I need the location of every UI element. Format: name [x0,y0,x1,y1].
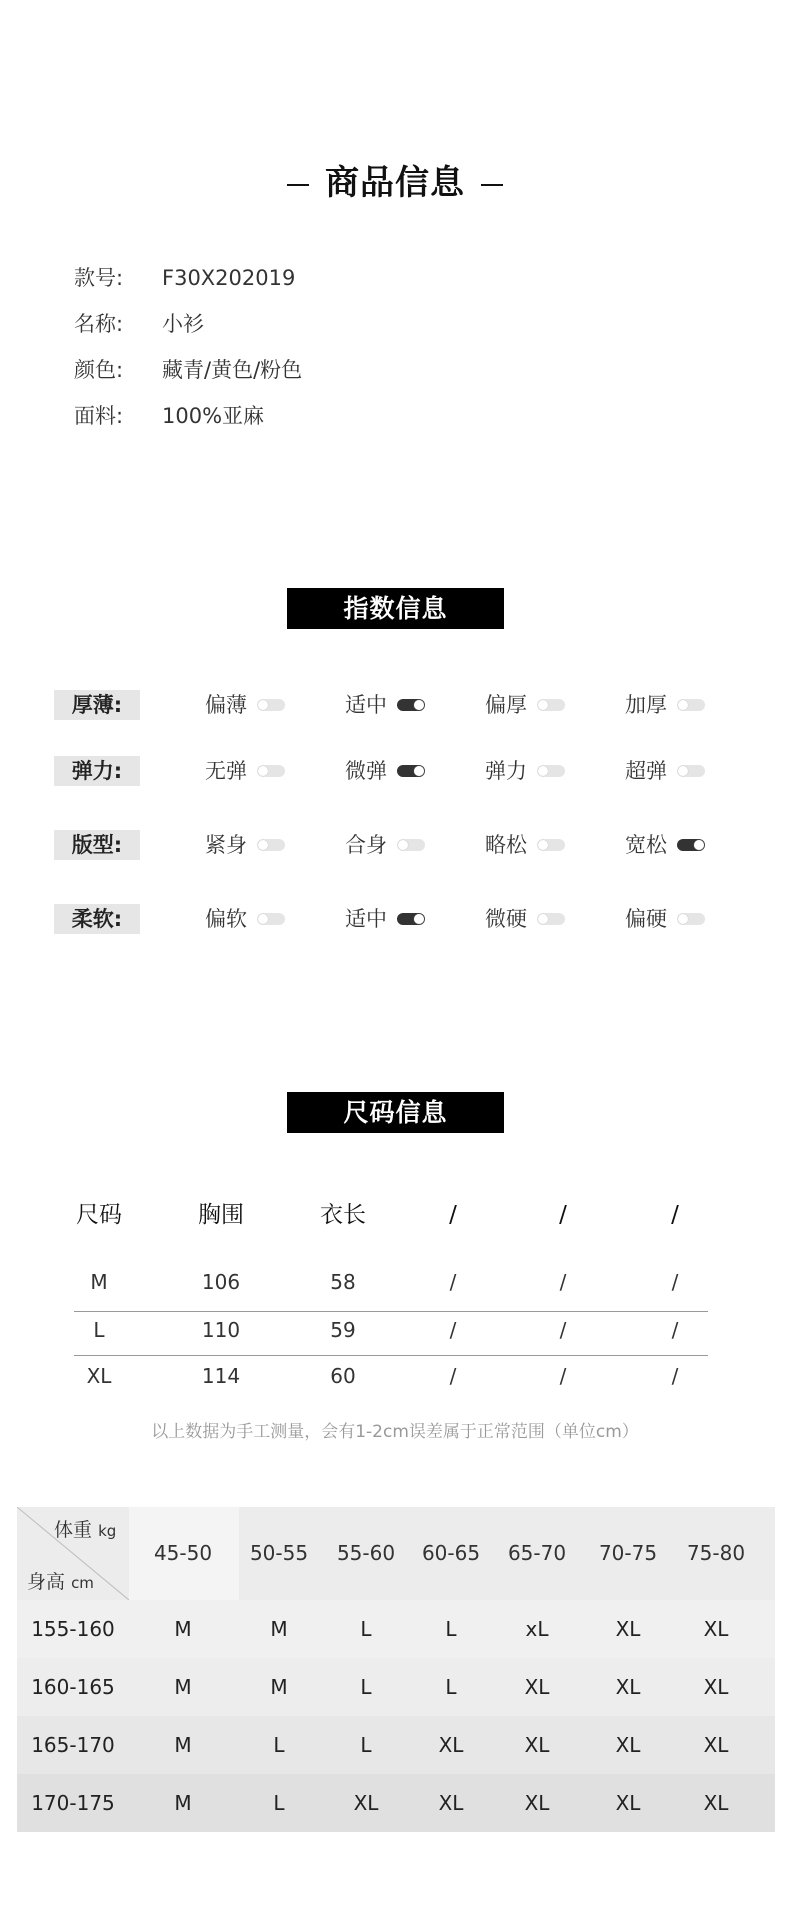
index-option-label: 偏薄 [205,693,247,717]
rec-size-cell: XL [703,1791,729,1815]
size-col-header: / [559,1202,567,1228]
index-option-label: 合身 [345,833,387,857]
index-option-label: 偏软 [205,907,247,931]
rec-weight-header: 45-50 [153,1541,213,1565]
rec-size-cell: XL [524,1675,550,1699]
size-col-header: / [671,1202,679,1228]
rec-size-cell: XL [703,1733,729,1757]
toggle-knob [538,700,548,710]
info-row-fabric [74,401,264,431]
toggle-knob [538,914,548,924]
measurement-note: 以上数据为手工测量，会有1-2cm误差属于正常范围（单位cm） [151,1422,639,1442]
toggle-knob [694,840,704,850]
index-label-elasticity: 弹力: [54,756,140,786]
rec-size-cell: M [270,1617,288,1641]
rec-size-cell: XL [524,1791,550,1815]
index-option-label: 超弹 [625,759,667,783]
rec-corner-cell [17,1507,129,1600]
index-option-toggle[interactable] [257,839,285,851]
index-label-softness: 柔软: [54,904,140,934]
rec-size-cell: XL [524,1733,550,1757]
size-row-divider [74,1311,708,1312]
size-table-cell: 59 [330,1318,356,1342]
index-option-toggle[interactable] [397,765,425,777]
size-table-cell: 60 [330,1364,356,1388]
info-value: F30X202019 [162,266,296,290]
info-row-color [74,355,302,385]
size-table-cell: / [449,1318,457,1342]
corner-height-unit: cm [71,1574,94,1592]
index-option-label: 偏硬 [625,907,667,931]
toggle-knob [258,914,268,924]
toggle-knob [678,700,688,710]
info-label: 名称: [74,312,124,336]
corner-height-text: 身高 [27,1571,66,1593]
index-option-toggle[interactable] [677,765,705,777]
size-table-cell: / [671,1270,679,1294]
index-option-toggle[interactable] [257,913,285,925]
toggle-knob [414,914,424,924]
size-table-cell: / [559,1318,567,1342]
toggle-knob [258,766,268,776]
corner-height-label [27,1567,94,1594]
rec-size-cell: M [174,1733,192,1757]
corner-weight-label [54,1515,116,1542]
title-left-dash [287,184,309,186]
index-label-thickness: 厚薄: [54,690,140,720]
toggle-knob [678,914,688,924]
rec-weight-header: 60-65 [421,1541,481,1565]
info-value: 小衫 [162,312,204,336]
page-title-text: 商品信息 [325,163,465,203]
size-table-cell: / [671,1318,679,1342]
rec-size-cell: L [273,1791,285,1815]
index-option-toggle[interactable] [677,913,705,925]
page-title [0,155,790,204]
toggle-knob [414,766,424,776]
rec-size-cell: XL [615,1617,641,1641]
index-option-label: 紧身 [205,833,247,857]
toggle-knob [538,766,548,776]
index-section-header: 指数信息 [287,588,504,629]
index-option-label: 略松 [485,833,527,857]
size-row-divider [74,1355,708,1356]
index-option-label: 适中 [345,907,387,931]
size-col-header: / [449,1202,457,1228]
index-option-toggle[interactable] [537,765,565,777]
rec-height-cell: 170-175 [31,1791,115,1815]
rec-size-cell: L [360,1733,372,1757]
rec-size-cell: L [360,1617,372,1641]
rec-size-cell: L [360,1675,372,1699]
index-option-label: 偏厚 [485,693,527,717]
rec-weight-header: 50-55 [249,1541,309,1565]
rec-size-cell: M [174,1675,192,1699]
size-col-header: 尺码 [76,1202,122,1228]
index-label-fit: 版型: [54,830,140,860]
rec-size-cell: L [445,1617,457,1641]
rec-size-cell: XL [615,1733,641,1757]
rec-size-cell: XL [438,1733,464,1757]
rec-size-cell: xL [525,1617,549,1641]
rec-size-cell: XL [703,1617,729,1641]
rec-size-cell: XL [703,1675,729,1699]
index-option-toggle[interactable] [397,699,425,711]
size-table-cell: / [671,1364,679,1388]
info-label: 款号: [74,266,124,290]
index-option-toggle[interactable] [397,839,425,851]
rec-weight-header: 75-80 [686,1541,746,1565]
info-label: 颜色: [74,358,124,382]
index-option-label: 适中 [345,693,387,717]
index-option-label: 微弹 [345,759,387,783]
rec-weight-header: 55-60 [336,1541,396,1565]
rec-height-cell: 165-170 [31,1733,115,1757]
size-table-cell: / [559,1270,567,1294]
info-label: 面料: [74,404,124,428]
rec-size-cell: XL [353,1791,379,1815]
toggle-knob [678,766,688,776]
toggle-knob [538,840,548,850]
size-table-cell: / [449,1364,457,1388]
size-table-cell: 110 [201,1318,241,1342]
rec-size-cell: L [273,1733,285,1757]
size-table-cell: / [449,1270,457,1294]
size-table-cell: / [559,1364,567,1388]
size-table-cell: L [93,1318,105,1342]
rec-weight-header: 65-70 [507,1541,567,1565]
index-option-toggle[interactable] [537,839,565,851]
rec-weight-header: 70-75 [598,1541,658,1565]
index-option-label: 宽松 [625,833,667,857]
size-section-header: 尺码信息 [287,1092,504,1133]
corner-weight-text: 体重 [54,1519,93,1541]
info-value: 100%亚麻 [162,404,265,428]
rec-size-cell: L [445,1675,457,1699]
rec-size-cell: M [174,1791,192,1815]
rec-size-cell: XL [438,1791,464,1815]
size-table-cell: XL [86,1364,112,1388]
size-col-header: 衣长 [320,1202,366,1228]
size-table-cell: 58 [330,1270,356,1294]
index-option-toggle[interactable] [537,913,565,925]
rec-size-cell: XL [615,1675,641,1699]
index-option-toggle[interactable] [397,913,425,925]
rec-height-cell: 160-165 [31,1675,115,1699]
title-right-dash [481,184,503,186]
index-option-toggle[interactable] [537,699,565,711]
toggle-knob [258,700,268,710]
index-option-label: 微硬 [485,907,527,931]
toggle-knob [258,840,268,850]
info-value: 藏青/黄色/粉色 [162,358,303,382]
rec-size-cell: M [270,1675,288,1699]
size-col-header: 胸围 [198,1202,244,1228]
corner-weight-unit: kg [98,1522,117,1540]
size-recommendation-table [17,1507,775,1832]
index-option-label: 加厚 [625,693,667,717]
index-option-toggle[interactable] [257,699,285,711]
size-table-cell: 114 [201,1364,241,1388]
size-table-cell: M [90,1270,108,1294]
index-option-toggle[interactable] [257,765,285,777]
info-row-style-number [74,263,295,293]
index-option-label: 弹力 [485,759,527,783]
toggle-knob [398,840,408,850]
index-option-toggle[interactable] [677,839,705,851]
toggle-knob [414,700,424,710]
rec-height-cell: 155-160 [31,1617,115,1641]
index-option-toggle[interactable] [677,699,705,711]
index-option-label: 无弹 [205,759,247,783]
size-table-cell: 106 [201,1270,241,1294]
info-row-name [74,309,204,339]
rec-size-cell: M [174,1617,192,1641]
rec-size-cell: XL [615,1791,641,1815]
